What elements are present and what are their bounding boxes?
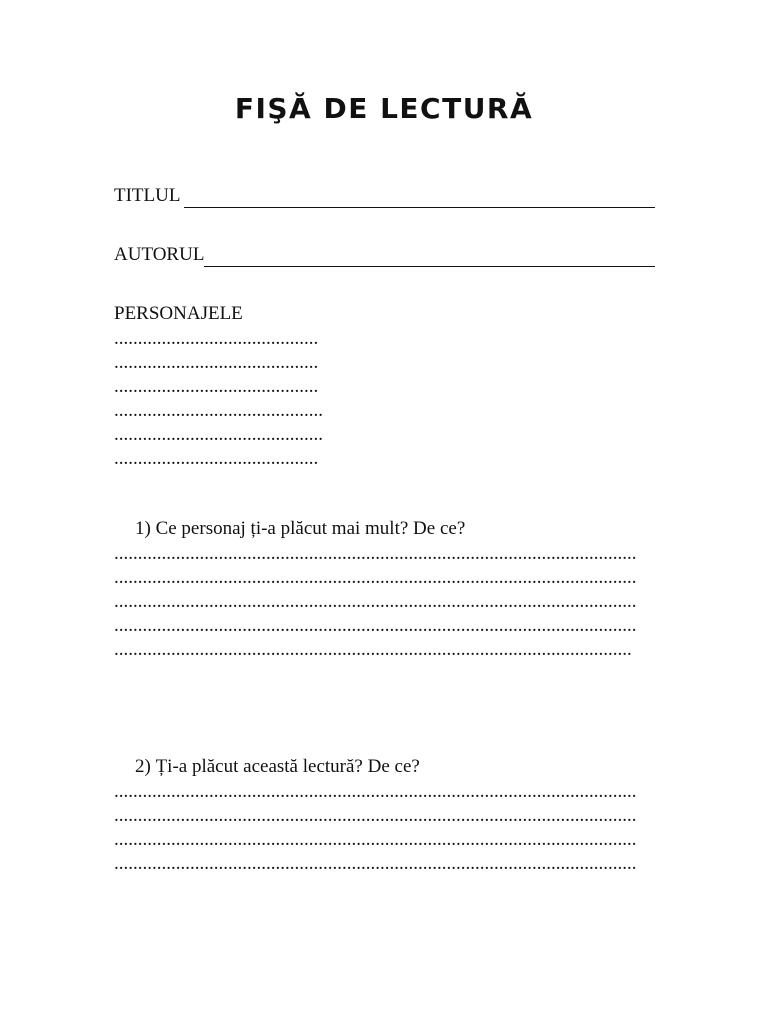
answer-1-line-4[interactable]: .............................................................................................................. — [114, 615, 637, 636]
answer-2-line-1[interactable]: .............................................................................................................. — [114, 781, 637, 802]
character-line-4[interactable]: ............................................ — [114, 400, 323, 421]
answer-1-line-5[interactable]: ............................................................................................................. — [114, 639, 632, 660]
character-line-6[interactable]: ........................................... — [114, 448, 319, 469]
answer-2-line-2[interactable]: .............................................................................................................. — [114, 805, 637, 826]
characters-label: PERSONAJELE — [114, 303, 243, 324]
author-field[interactable] — [114, 243, 655, 267]
author-blank-line[interactable] — [204, 248, 655, 267]
answer-2-line-3[interactable]: .............................................................................................................. — [114, 829, 637, 850]
character-line-5[interactable]: ............................................ — [114, 424, 323, 445]
title-label: TITLUL — [114, 185, 181, 206]
character-line-2[interactable]: ........................................... — [114, 352, 319, 373]
question-1: 1) Ce personaj ți-a plăcut mai mult? De ce? — [135, 518, 466, 539]
answer-1-line-1[interactable]: .............................................................................................................. — [114, 543, 637, 564]
title-blank-line[interactable] — [184, 189, 655, 208]
page-title: FIŞĂ DE LECTURĂ — [234, 92, 534, 125]
answer-2-line-4[interactable]: .............................................................................................................. — [114, 853, 637, 874]
question-2: 2) Ți-a plăcut această lectură? De ce? — [135, 756, 420, 777]
author-label: AUTORUL — [114, 244, 205, 265]
answer-1-line-3[interactable]: .............................................................................................................. — [114, 591, 637, 612]
character-line-1[interactable]: ........................................... — [114, 328, 319, 349]
character-line-3[interactable]: ........................................... — [114, 376, 319, 397]
title-field[interactable] — [114, 184, 655, 208]
answer-1-line-2[interactable]: .............................................................................................................. — [114, 567, 637, 588]
